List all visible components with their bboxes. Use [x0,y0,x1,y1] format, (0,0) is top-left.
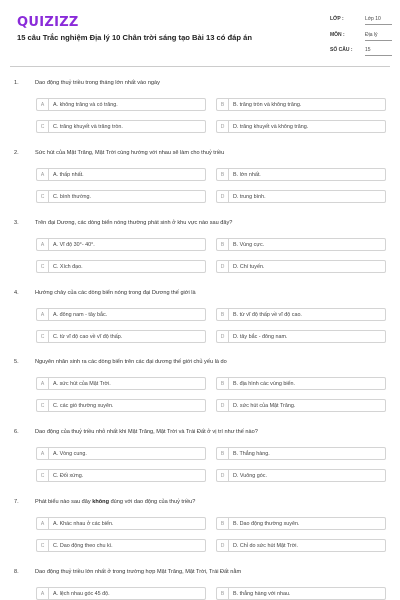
question-7 [0,499,400,569]
question-text-end: đúng với dao động của thuỷ triều? [109,499,196,505]
option-text: D. Vuông góc. [233,473,267,479]
option-c[interactable] [36,260,206,273]
option-letter: A [37,99,49,111]
option-b[interactable] [216,98,386,111]
question-text: Sức hút của Mặt Trăng, Mặt Trời cùng hướng với nhau sẽ làm cho thuỷ triều [35,150,225,156]
question-8 [0,569,400,600]
option-b[interactable] [216,517,386,530]
question-number: 1. [14,80,19,86]
option-letter: A [37,448,49,460]
option-text: B. Vùng cực. [233,242,265,248]
option-text: A. Khác nhau ở các biển. [53,521,114,527]
question-count-label: SỐ CÂU : [330,47,353,53]
option-letter: A [37,239,49,251]
option-d[interactable] [216,120,386,133]
option-letter: D [217,331,229,343]
option-d[interactable] [216,190,386,203]
option-a[interactable] [36,447,206,460]
option-text: B. lớn nhất. [233,172,261,178]
option-c[interactable] [36,120,206,133]
option-text: B. Thẳng hàng. [233,451,270,457]
option-letter: B [217,448,229,460]
question-count-value: 15 [365,47,392,56]
question-2 [0,150,400,220]
question-4 [0,290,400,360]
option-letter: D [217,540,229,552]
option-letter: B [217,378,229,390]
option-letter: A [37,588,49,600]
question-text: Dao động thuỷ triều trong tháng lớn nhất vào ngày [35,80,160,86]
option-text: C. Đối xứng. [53,473,84,479]
option-letter: A [37,169,49,181]
option-letter: B [217,169,229,181]
question-1 [0,80,400,150]
option-text: A. Vòng cung. [53,451,87,457]
option-a[interactable] [36,517,206,530]
option-text: C. các gió thường xuyên. [53,403,114,409]
quizizz-logo: QUIZIZZ [17,15,79,30]
question-number: 3. [14,220,19,226]
option-letter: B [217,99,229,111]
option-letter: A [37,309,49,321]
option-letter: D [217,191,229,203]
option-text: B. địa hình các vùng biển. [233,381,296,387]
option-a[interactable] [36,587,206,600]
option-letter: C [37,470,49,482]
option-text: B. từ vĩ độ thấp về vĩ độ cao. [233,312,302,318]
header-divider [10,66,390,67]
option-text: D. Chí tuyến. [233,264,265,270]
subject-value: Địa lý [365,32,392,41]
option-text: D. Chỉ do sức hút Mặt Trời. [233,543,298,549]
option-c[interactable] [36,190,206,203]
option-letter: C [37,261,49,273]
option-text: C. Xích đạo. [53,264,83,270]
option-c[interactable] [36,399,206,412]
question-number: 4. [14,290,19,296]
option-letter: C [37,540,49,552]
question-6 [0,429,400,499]
option-letter: D [217,400,229,412]
class-label: LỚP : [330,16,344,22]
question-text: Dao động của thuỷ triều nhỏ nhất khi Mặt Trăng, Mặt Trời và Trái Đất ở vị trí như thế nào? [35,429,258,435]
option-letter: B [217,518,229,530]
question-3 [0,220,400,290]
question-text: Nguyên nhân sinh ra các dòng biển trên các đại dương thế giới chủ yếu là do [35,359,227,365]
option-d[interactable] [216,260,386,273]
option-b[interactable] [216,168,386,181]
option-text: A. Vĩ độ 30°- 40°. [53,242,95,248]
option-letter: B [217,588,229,600]
option-text: C. bình thường. [53,194,92,200]
option-letter: D [217,121,229,133]
option-text: D. trăng khuyết và không trăng. [233,124,309,130]
option-text: D. tây bắc - đông nam. [233,334,288,340]
option-letter: A [37,518,49,530]
option-text: C. Dao động theo chu kì. [53,543,113,549]
option-letter: B [217,239,229,251]
option-b[interactable] [216,308,386,321]
question-text-emphasis: không [92,499,110,505]
option-c[interactable] [36,469,206,482]
option-text: C. trăng khuyết và trăng tròn. [53,124,123,130]
option-b[interactable] [216,447,386,460]
page-header [0,0,400,66]
question-number: 7. [14,499,19,505]
question-text: Hướng chảy của các dòng biển nóng trong đại Dương thế giới là [35,290,196,296]
option-text: C. từ vĩ độ cao về vĩ độ thấp. [53,334,123,340]
option-text: A. lệch nhau góc 45 độ. [53,591,110,597]
question-text-start: Phát biểu nào sau đây [35,499,93,505]
option-d[interactable] [216,539,386,552]
option-c[interactable] [36,539,206,552]
option-a[interactable] [36,308,206,321]
option-text: B. Dao động thường xuyên. [233,521,300,527]
question-number: 5. [14,359,19,365]
option-letter: B [217,309,229,321]
option-text: D. trung bình. [233,194,266,200]
option-a[interactable] [36,168,206,181]
option-d[interactable] [216,330,386,343]
option-text: A. không trăng và có trăng. [53,102,118,108]
subject-label: MÔN : [330,32,345,38]
question-text: Dao động thuỷ triều lớn nhất ở trong trường hợp Mặt Trăng, Mặt Trời, Trái Đất nằm [35,569,242,575]
page-title: 15 câu Trắc nghiệm Địa lý 10 Chân trời sáng tạo Bài 13 có đáp án [17,33,252,42]
option-a[interactable] [36,238,206,251]
option-text: D. sức hút của Mặt Trăng. [233,403,296,409]
question-number: 8. [14,569,19,575]
option-letter: C [37,400,49,412]
question-text: Trên đại Dương, các dòng biển nóng thường phát sinh ở khu vực nào sau đây? [35,220,233,226]
option-letter: C [37,121,49,133]
question-text [35,499,195,505]
option-text: B. trăng tròn và không trăng. [233,102,302,108]
option-text: A. sức hút của Mặt Trời. [53,381,111,387]
option-b[interactable] [216,587,386,600]
option-a[interactable] [36,377,206,390]
question-5 [0,359,400,429]
question-number: 6. [14,429,19,435]
option-letter: D [217,470,229,482]
option-letter: D [217,261,229,273]
option-c[interactable] [36,330,206,343]
option-d[interactable] [216,399,386,412]
option-text: A. đông nam - tây bắc. [53,312,108,318]
option-letter: C [37,331,49,343]
option-d[interactable] [216,469,386,482]
option-text: A. thấp nhất. [53,172,84,178]
option-b[interactable] [216,377,386,390]
option-letter: A [37,378,49,390]
class-value: Lớp 10 [365,16,392,25]
option-letter: C [37,191,49,203]
option-text: B. thẳng hàng với nhau. [233,591,291,597]
option-a[interactable] [36,98,206,111]
question-number: 2. [14,150,19,156]
option-b[interactable] [216,238,386,251]
